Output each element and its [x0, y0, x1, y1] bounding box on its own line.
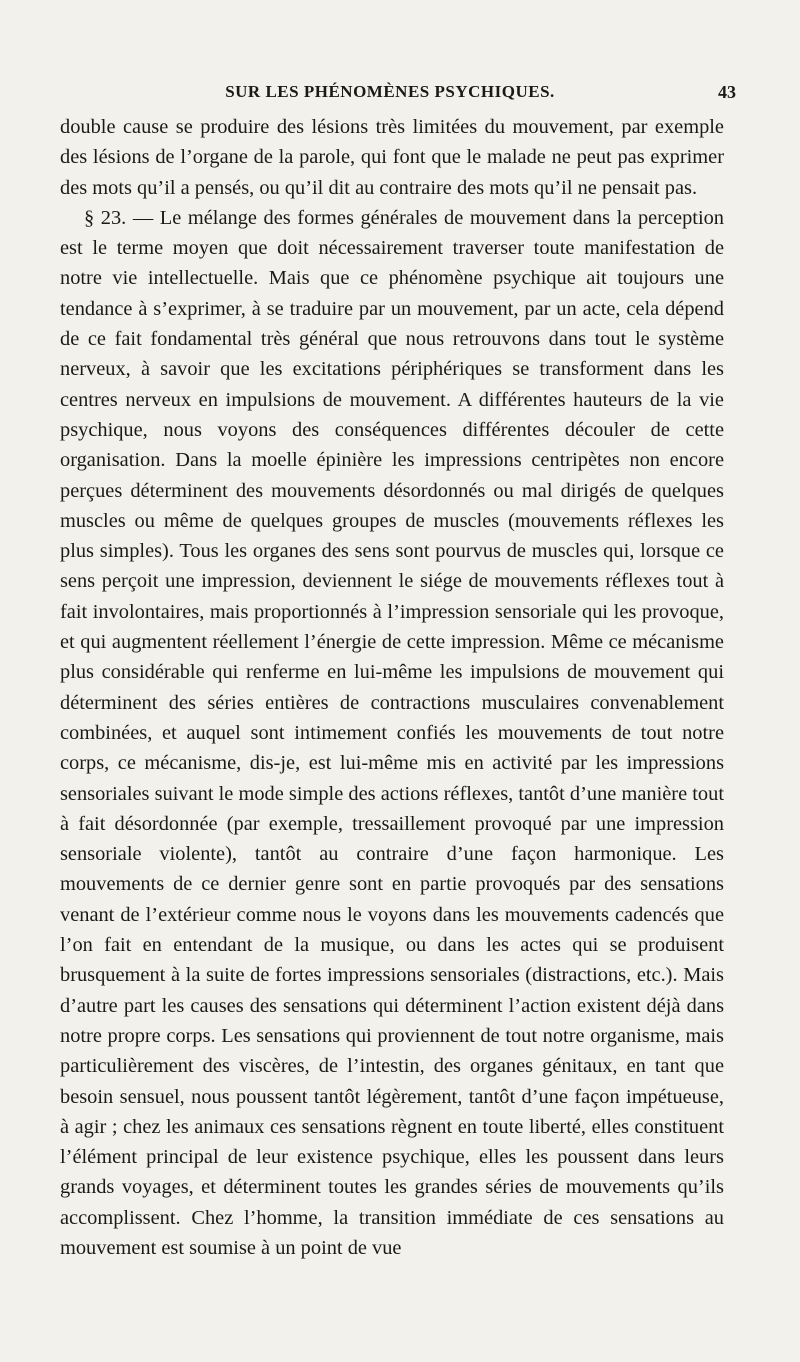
page-number: 43 — [718, 82, 736, 102]
running-title: SUR LES PHÉNOMÈNES PSYCHIQUES. — [225, 82, 555, 101]
paragraph-continuation: double cause se produire des lésions très limitées du mouvement, par exemple des lésions de l’organe de la parole, qui font que le malade ne peut pas exprimer des mots qu’il a pensés, ou qu’il dit au contraire des mots qu’il ne pensait pas. — [60, 116, 724, 199]
body-text — [60, 112, 724, 1263]
running-head — [60, 82, 736, 106]
paragraph-section-23: § 23. — Le mélange des formes générales de mouvement dans la perception est le terme moyen que doit nécessairement traverser toute manifestation de notre vie intellectuelle. Mais que ce phénomène psychique ait toujours une tendance à s’exprimer, à se traduire par un mouvement, par un acte, cela dépend de ce fait fondamental très général que nous retrouvons dans tout le système nerveux, à savoir que les excitations périphériques se transforment dans les centres nerveux en impulsions de mouvement. A différentes hauteurs de la vie psychique, nous voyons des conséquences différentes découler de cette organisation. Dans la moelle épinière les impressions centripètes non encore perçues déterminent des mouvements désordonnés ou mal dirigés de quelques muscles ou même de quelques groupes de muscles (mouvements réflexes les plus simples). Tous les organes des sens sont pourvus de muscles qui, lorsque ce sens perçoit une impression, deviennent le siége de mouvements réflexes tout à fait involontaires, mais proportionnés à l’impression sensoriale qui les provoque, et qui augmentent réellement l’énergie de cette impression. Même ce mécanisme plus considérable qui renferme en lui-même les impulsions de mouvement qui déterminent des séries entières de contractions musculaires convenablement combinées, et auquel sont intimement confiés les mouvements de tout notre corps, ce mécanisme, dis-je, est lui-même mis en activité par les impressions sensoriales suivant le mode simple des actions réflexes, tantôt d’une manière tout à fait désordonnée (par exemple, tressaillement provoqué par une impression sensoriale violente), tantôt au contraire d’une façon harmonique. Les mouvements de ce dernier genre sont en partie provoqués par des sensations venant de l’extérieur comme nous le voyons dans les mouvements cadencés que l’on fait en entendant de la musique, ou dans les actes qui se produisent brusquement à la suite de fortes impressions sensoriales (distractions, etc.). Mais d’autre part les causes des sensations qui déterminent l’action existent déjà dans notre propre corps. Les sensations qui proviennent de tout notre organisme, mais particulièrement des viscères, de l’intestin, des organes génitaux, en tant que besoin sensuel, nous poussent tantôt légèrement, tantôt d’une façon impétueuse, à agir ; chez les animaux ces sensations règnent en toute liberté, elles constituent l’élément principal de leur existence psychique, elles les poussent dans leurs grands voyages, et déterminent toutes les grandes séries de mouvements qu’ils accomplissent. Chez l’homme, la transition immédiate de ces sensations au mouvement est soumise à un point de vue — [60, 206, 724, 1259]
